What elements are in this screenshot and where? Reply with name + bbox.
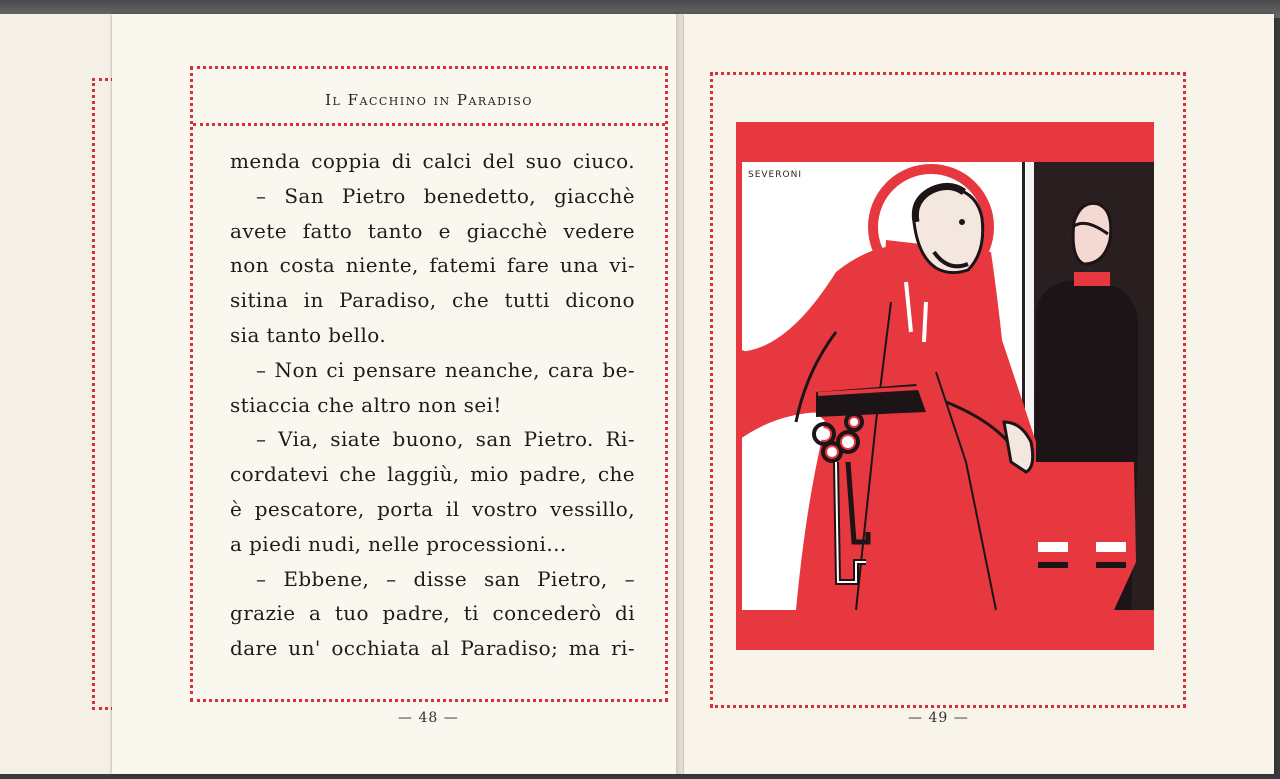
left-page	[112, 14, 682, 774]
page-text	[230, 144, 635, 666]
text-line: a piedi nudi, nelle processioni...	[230, 531, 567, 556]
text-line: dare un' occhiata al Paradiso; ma ri-	[230, 636, 635, 661]
running-head: Il Facchino in Paradiso	[325, 91, 533, 109]
text-line: grazie a tuo padre, ti concederò di	[230, 601, 635, 626]
text-line: cordatevi che laggiù, mio padre, che	[230, 462, 635, 487]
text-line: stiaccia che altro non sei!	[230, 392, 502, 417]
text-line: avete fatto tanto e giacchè vedere	[230, 218, 635, 243]
illustration-signature: SEVERONI	[748, 170, 802, 180]
text-line: sia tanto bello.	[230, 322, 387, 347]
text-line: – San Pietro benedetto, giacchè	[256, 183, 635, 208]
page-number: — 49 —	[908, 710, 969, 726]
text-line: – Via, siate buono, san Pietro. Ri-	[256, 427, 635, 452]
saint-peter-illustration	[736, 122, 1154, 650]
text-line: menda coppia di calci del suo ciuco.	[230, 149, 635, 173]
underlying-page	[0, 14, 121, 774]
right-page	[684, 14, 1274, 774]
text-line: sitina in Paradiso, che tutti dicono	[230, 288, 635, 313]
header-rule	[193, 123, 665, 126]
text-line: – Ebbene, – disse san Pietro, –	[256, 566, 635, 591]
page-number: — 48 —	[398, 710, 459, 726]
text-line: è pescatore, porta il vostro vessillo,	[230, 496, 635, 521]
text-line: – Non ci pensare neanche, cara be-	[256, 357, 635, 382]
text-line: non costa niente, fatemi fare una vi-	[230, 253, 635, 278]
